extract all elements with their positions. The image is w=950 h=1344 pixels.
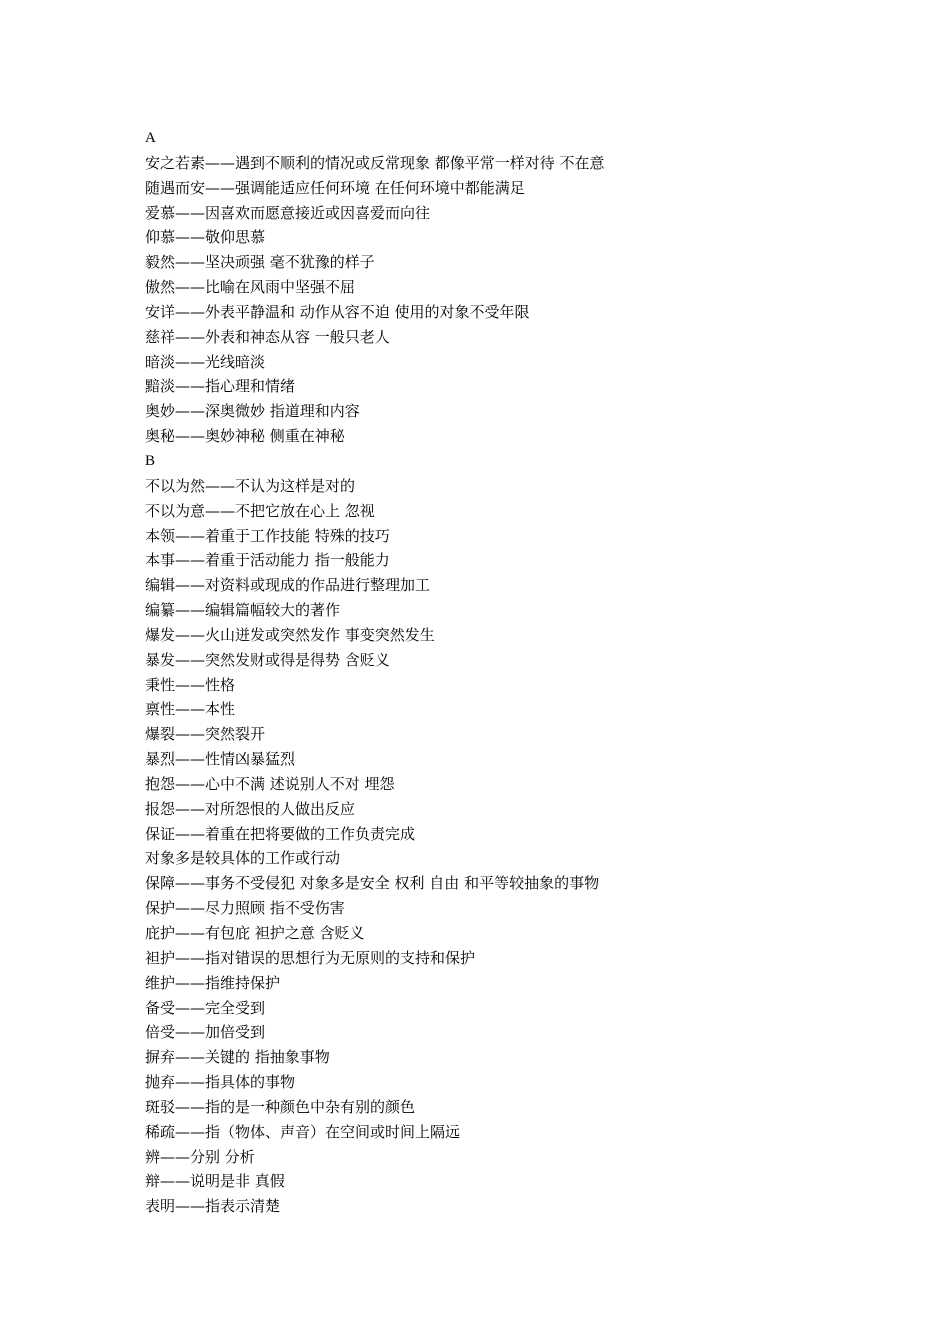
entry-line: 仰慕——敬仰思慕 bbox=[145, 228, 266, 247]
entry-line: 安之若素——遇到不顺利的情况或反常现象 都像平常一样对待 不在意 bbox=[145, 153, 605, 172]
entry-line: 抱怨——心中不满 述说别人不对 埋怨 bbox=[145, 774, 395, 793]
entry-line: 稀疏——指（物体、声音）在空间或时间上隔远 bbox=[145, 1122, 461, 1141]
section-heading-a: A bbox=[145, 130, 156, 146]
section-heading-b: B bbox=[145, 452, 156, 469]
entry-line: 暴发——突然发财或得是得势 含贬义 bbox=[145, 650, 390, 669]
entry-line: 爱慕——因喜欢而愿意接近或因喜爱而向往 bbox=[145, 203, 431, 222]
entry-line: 禀性——本性 bbox=[145, 700, 236, 719]
entry-line: 斑驳——指的是一种颜色中杂有别的颜色 bbox=[145, 1097, 416, 1116]
entry-line: 爆发——火山迸发或突然发作 事变突然发生 bbox=[145, 625, 435, 644]
entry-line: 对象多是较具体的工作或行动 bbox=[145, 849, 341, 868]
entry-line: 编纂——编辑篇幅较大的著作 bbox=[145, 601, 341, 620]
entry-line: 黯淡——指心理和情绪 bbox=[145, 377, 296, 396]
entry-line: 保障——事务不受侵犯 对象多是安全 权利 自由 和平等较抽象的事物 bbox=[145, 874, 600, 893]
entry-line: 奥妙——深奥微妙 指道理和内容 bbox=[145, 402, 360, 421]
entry-line: 报怨——对所怨恨的人做出反应 bbox=[145, 799, 356, 818]
entry-line: 奥秘——奥妙神秘 侧重在神秘 bbox=[145, 427, 345, 446]
entry-line: 备受——完全受到 bbox=[145, 998, 266, 1017]
entry-line: 安详——外表平静温和 动作从容不迫 使用的对象不受年限 bbox=[145, 302, 530, 321]
entry-line: 毅然——坚决顽强 毫不犹豫的样子 bbox=[145, 253, 375, 272]
entry-line: 本事——着重于活动能力 指一般能力 bbox=[145, 551, 390, 570]
entry-line: 维护——指维持保护 bbox=[145, 973, 281, 992]
entry-line: 不以为意——不把它放在心上 忽视 bbox=[145, 501, 375, 520]
entry-line: 摒弃——关键的 指抽象事物 bbox=[145, 1048, 330, 1067]
document-body bbox=[145, 126, 905, 1219]
entry-line: 庇护——有包庇 袒护之意 含贬义 bbox=[145, 924, 365, 942]
entry-line: 表明——指表示清楚 bbox=[145, 1197, 281, 1216]
entry-line: 暴烈——性情凶暴猛烈 bbox=[145, 750, 296, 769]
entry-line: 随遇而安——强调能适应任何环境 在任何环境中都能满足 bbox=[145, 178, 525, 197]
entry-line: 暗淡——光线暗淡 bbox=[145, 352, 266, 371]
entry-line: 保证——着重在把将要做的工作负责完成 bbox=[145, 824, 416, 843]
entry-line: 秉性——性格 bbox=[145, 675, 236, 694]
entry-line: 倍受——加倍受到 bbox=[145, 1023, 266, 1042]
entry-line: 抛弃——指具体的事物 bbox=[145, 1073, 296, 1092]
entry-line: 辩——说明是非 真假 bbox=[145, 1172, 285, 1191]
entry-line: 本领——着重于工作技能 特殊的技巧 bbox=[145, 526, 390, 545]
entry-line: 爆裂——突然裂开 bbox=[145, 725, 266, 744]
entry-line: 傲然——比喻在风雨中坚强不屈 bbox=[145, 278, 356, 297]
entry-line: 辨——分别 分析 bbox=[145, 1147, 255, 1166]
entry-line: 保护——尽力照顾 指不受伤害 bbox=[145, 899, 345, 918]
entry-line: 不以为然——不认为这样是对的 bbox=[145, 476, 356, 495]
entry-line: 慈祥——外表和神态从容 一般只老人 bbox=[145, 327, 390, 346]
entry-line: 编辑——对资料或现成的作品进行整理加工 bbox=[145, 576, 431, 595]
entry-line: 袒护——指对错误的思想行为无原则的支持和保护 bbox=[145, 948, 476, 967]
